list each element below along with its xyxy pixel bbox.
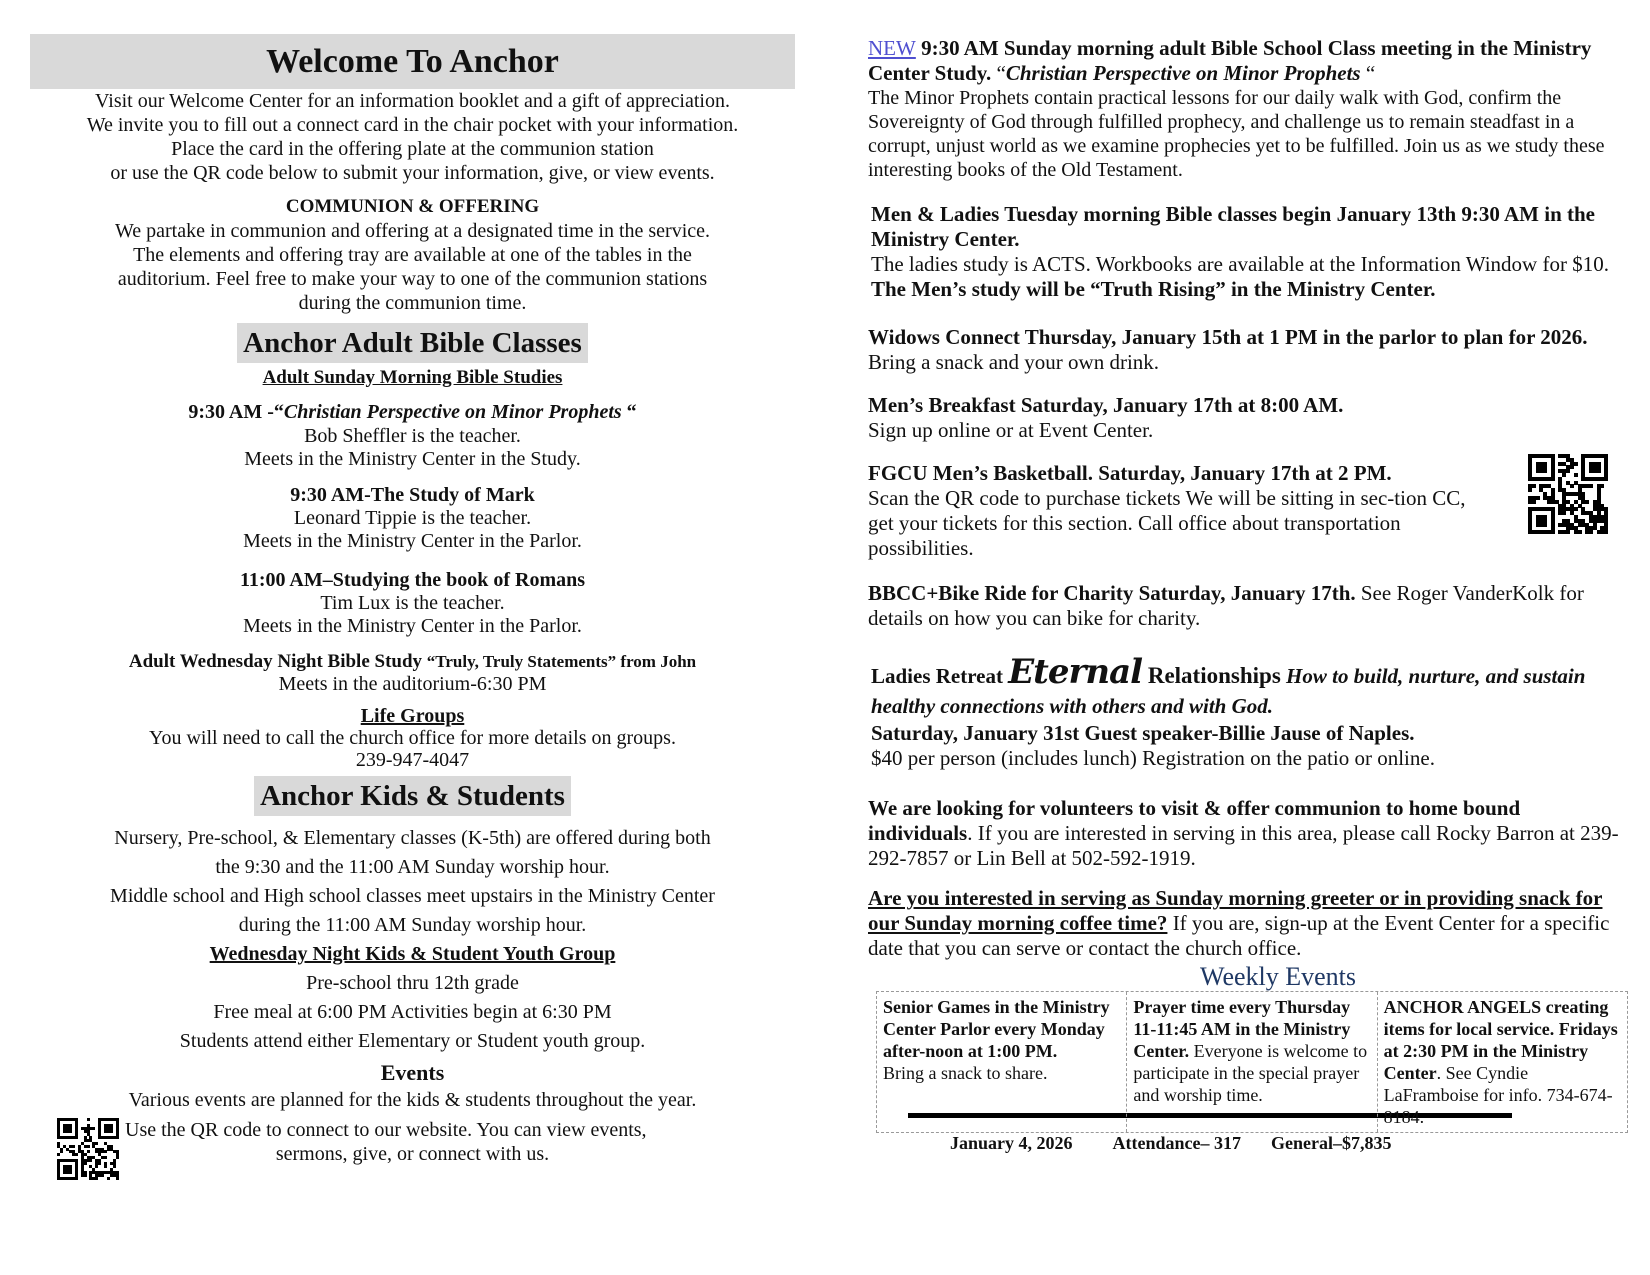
- mens-breakfast: [868, 393, 1628, 443]
- class-time: 9:30 AM -“: [188, 401, 284, 423]
- volunteers-headline: We are looking for volunteers to visit & offer communion to home bound individuals: [868, 796, 1521, 845]
- welcome-line: or use the QR code below to submit your information, give, or view events.: [110, 162, 715, 184]
- minor-prophets-body: The Minor Prophets contain practical lessons for our daily walk with God, confirm the Sovereignty of God through fulfilled prophecy, and challenge us to remain steadfast in a corrupt, unjust world as we examine prophecies yet to be fulfilled. Join us as we study these interesting books of the Old Testament.: [868, 87, 1605, 181]
- class-location: Meets in the Ministry Center in the Parlor.: [243, 615, 582, 637]
- class-location: Meets in the Ministry Center in the Parlor.: [243, 530, 582, 552]
- greeter-announcement: [868, 886, 1628, 961]
- quote-mark: “: [621, 401, 637, 423]
- retreat-title: [871, 652, 1628, 721]
- kids-line: Nursery, Pre-school, & Elementary classes (K-5th) are offered during both: [114, 827, 711, 849]
- retreat-relationships: Relationships: [1142, 663, 1281, 688]
- communion-line: auditorium. Feel free to make your way to one of the communion stations: [117, 268, 708, 290]
- class-teacher: Bob Sheffler is the teacher.: [304, 425, 521, 447]
- communion-line: We partake in communion and offering at a designated time in the service.: [114, 220, 711, 242]
- sunday-studies-heading: Adult Sunday Morning Bible Studies: [262, 367, 563, 388]
- website-qr-block: [30, 1118, 795, 1180]
- communion-section: [30, 195, 795, 315]
- events-heading: Events: [380, 1060, 445, 1085]
- qr-line: Use the QR code to connect to our website. You can view events,: [125, 1119, 647, 1141]
- footer-attendance: Attendance– 317: [1112, 1133, 1242, 1153]
- event-detail: Everyone is welcome to participate in the special prayer and worship time.: [1133, 1041, 1368, 1105]
- class-location: Meets in the Ministry Center in the Study.: [244, 448, 581, 470]
- widows-headline: Widows Connect Thursday, January 15th at 1 PM in the parlor to plan for 2026.: [868, 325, 1588, 349]
- bike-ride: [868, 581, 1628, 631]
- left-column: [30, 0, 795, 1180]
- youth-group-heading: Wednesday Night Kids & Student Youth Group: [209, 943, 616, 965]
- kids-heading-wrap: [30, 776, 795, 816]
- tuesday-classes: [868, 202, 1628, 302]
- weekly-event-prayer: [1127, 992, 1377, 1132]
- welcome-title: Welcome To Anchor: [30, 34, 795, 89]
- class-teacher: Tim Lux is the teacher.: [320, 592, 505, 614]
- basketball-body: Scan the QR code to purchase tickets We will be sitting in sec-tion CC, get your tickets for this section. Call office about transportation possibilities.: [868, 486, 1466, 560]
- event-title: ANCHOR ANGELS creating items for local service. Fridays at 2:30 PM in the Ministry Center: [1383, 997, 1618, 1083]
- communion-line: during the communion time.: [298, 292, 527, 314]
- right-column: [868, 0, 1628, 1156]
- class-teacher: Leonard Tippie is the teacher.: [293, 507, 532, 529]
- retreat-eternal: Eternal: [1008, 652, 1143, 692]
- class-title: [30, 400, 795, 425]
- youth-line: Pre-school thru 12th grade: [306, 972, 519, 994]
- welcome-text: [30, 89, 795, 185]
- welcome-line: Place the card in the offering plate at the communion station: [171, 138, 654, 160]
- event-title: Prayer time every Thursday 11-11:45 AM in the Ministry Center.: [1133, 997, 1351, 1061]
- retreat-subtitle: How to build, nurture, and sustain healthy connections with others and with God.: [871, 664, 1586, 718]
- tickets-qr-code[interactable]: [1528, 454, 1608, 534]
- mens-study: The Men’s study will be “Truth Rising” in the Ministry Center.: [871, 277, 1436, 301]
- weekly-event-anchor-angels: [1378, 992, 1627, 1132]
- minor-prophets-headline: [868, 36, 1628, 86]
- life-groups: [30, 705, 795, 771]
- class-romans: [30, 569, 795, 638]
- bike-headline: BBCC+Bike Ride for Charity Saturday, January 17th.: [868, 581, 1356, 605]
- greeter-headline: Are you interested in serving as Sunday morning greeter or in providing snack for our Sunday morning coffee time?: [868, 886, 1603, 935]
- adult-classes-heading-wrap: [30, 323, 795, 363]
- footer-stats: [950, 1130, 1628, 1156]
- widows-connect: [868, 325, 1628, 375]
- footer-general: General–$7,835: [1271, 1133, 1392, 1153]
- greeter-text: [868, 886, 1628, 961]
- life-groups-heading: Life Groups: [360, 705, 465, 727]
- greeter-body: If you are, sign-up at the Event Center for a specific date that you can serve or contact the church office.: [868, 911, 1610, 960]
- wednesday-topic: “Truly, Truly Statements” from John: [426, 652, 697, 671]
- weekly-events-title: Weekly Events: [1199, 962, 1357, 991]
- class-title: 11:00 AM–Studying the book of Romans: [239, 569, 586, 591]
- kids-line: the 9:30 and the 11:00 AM Sunday worship hour.: [215, 856, 610, 878]
- communion-heading: COMMUNION & OFFERING: [285, 196, 540, 217]
- widows-body: Bring a snack and your own drink.: [868, 350, 1160, 374]
- events-text: Various events are planned for the kids & students throughout the year.: [128, 1089, 697, 1111]
- life-groups-text: You will need to call the church office for more details on groups.: [149, 727, 676, 749]
- kids-line: Middle school and High school classes meet upstairs in the Ministry Center: [110, 885, 715, 907]
- volunteers-text: [868, 796, 1628, 871]
- class-mark: [30, 484, 795, 553]
- footer-date: January 4, 2026: [950, 1133, 1073, 1153]
- retreat-date: Saturday, January 31st Guest speaker-Billie Jause of Naples.: [871, 721, 1415, 745]
- volunteers-announcement: [868, 796, 1628, 871]
- new-link[interactable]: NEW: [868, 36, 916, 60]
- breakfast-headline: Men’s Breakfast Saturday, January 17th at 8:00 AM.: [868, 393, 1344, 417]
- wednesday-label: Adult Wednesday Night Bible Study: [128, 651, 427, 672]
- volunteers-body: . If you are interested in serving in this area, please call Rocky Barron at 239-292-7857 or Lin Bell at 502-592-1919.: [868, 821, 1619, 870]
- retreat-label: Ladies Retreat: [871, 664, 1009, 688]
- event-detail: Bring a snack to share.: [883, 1063, 1048, 1083]
- life-groups-phone: 239-947-4047: [355, 749, 470, 771]
- widows-text: [868, 325, 1628, 375]
- class-name: Christian Perspective on Minor Prophets: [1005, 61, 1361, 85]
- bike-text: [868, 581, 1628, 631]
- class-title: 9:30 AM-The Study of Mark: [290, 484, 535, 506]
- kids-heading: Anchor Kids & Students: [254, 776, 571, 816]
- class-minor-prophets: [30, 400, 795, 471]
- weekly-event-senior-games: [877, 992, 1127, 1132]
- kids-section: [30, 824, 795, 1112]
- basketball-announcement: [868, 461, 1628, 561]
- adult-classes-heading: Anchor Adult Bible Classes: [237, 323, 588, 363]
- ladies-retreat: [868, 652, 1628, 770]
- event-title: Senior Games in the Ministry Center Parlor every Monday after-noon at 1:00 PM.: [883, 997, 1110, 1061]
- kids-line: during the 11:00 AM Sunday worship hour.: [238, 914, 587, 936]
- class-name: Christian Perspective on Minor Prophets: [283, 401, 622, 423]
- communion-line: The elements and offering tray are available at one of the tables in the: [133, 244, 692, 266]
- youth-line: Free meal at 6:00 PM Activities begin at 6:30 PM: [213, 1001, 612, 1023]
- breakfast-body: Sign up online or at Event Center.: [868, 418, 1154, 442]
- quote-mark: “: [991, 61, 1006, 85]
- youth-line: Students attend either Elementary or Student youth group.: [179, 1030, 646, 1052]
- tuesday-body: The ladies study is ACTS. Workbooks are available at the Information Window for $10.: [871, 252, 1609, 276]
- bike-body: See Roger VanderKolk for details on how you can bike for charity.: [868, 581, 1584, 630]
- welcome-line: We invite you to fill out a connect card in the chair pocket with your information.: [86, 114, 739, 136]
- basketball-headline: FGCU Men’s Basketball. Saturday, January 17th at 2 PM.: [868, 461, 1392, 485]
- tuesday-headline: Men & Ladies Tuesday morning Bible classes begin January 13th 9:30 AM in the Ministry Center.: [871, 202, 1595, 251]
- quote-mark: “: [1360, 61, 1376, 85]
- minor-prophets-announcement: [868, 36, 1628, 182]
- wednesday-location: Meets in the auditorium-6:30 PM: [278, 673, 547, 695]
- weekly-events-table: [876, 991, 1628, 1133]
- wednesday-title: [30, 650, 795, 673]
- wednesday-study: [30, 650, 795, 696]
- qr-line: sermons, give, or connect with us.: [275, 1143, 550, 1165]
- retreat-price: $40 per person (includes lunch) Registration on the patio or online.: [871, 746, 1435, 770]
- welcome-line: Visit our Welcome Center for an information booklet and a gift of appreciation.: [95, 90, 730, 112]
- event-detail: . See Cyndie LaFramboise for info. 734-674-8184.: [1383, 1063, 1613, 1127]
- headline-text: 9:30 AM Sunday morning adult Bible School Class meeting in the Ministry Center Study.: [868, 36, 1592, 85]
